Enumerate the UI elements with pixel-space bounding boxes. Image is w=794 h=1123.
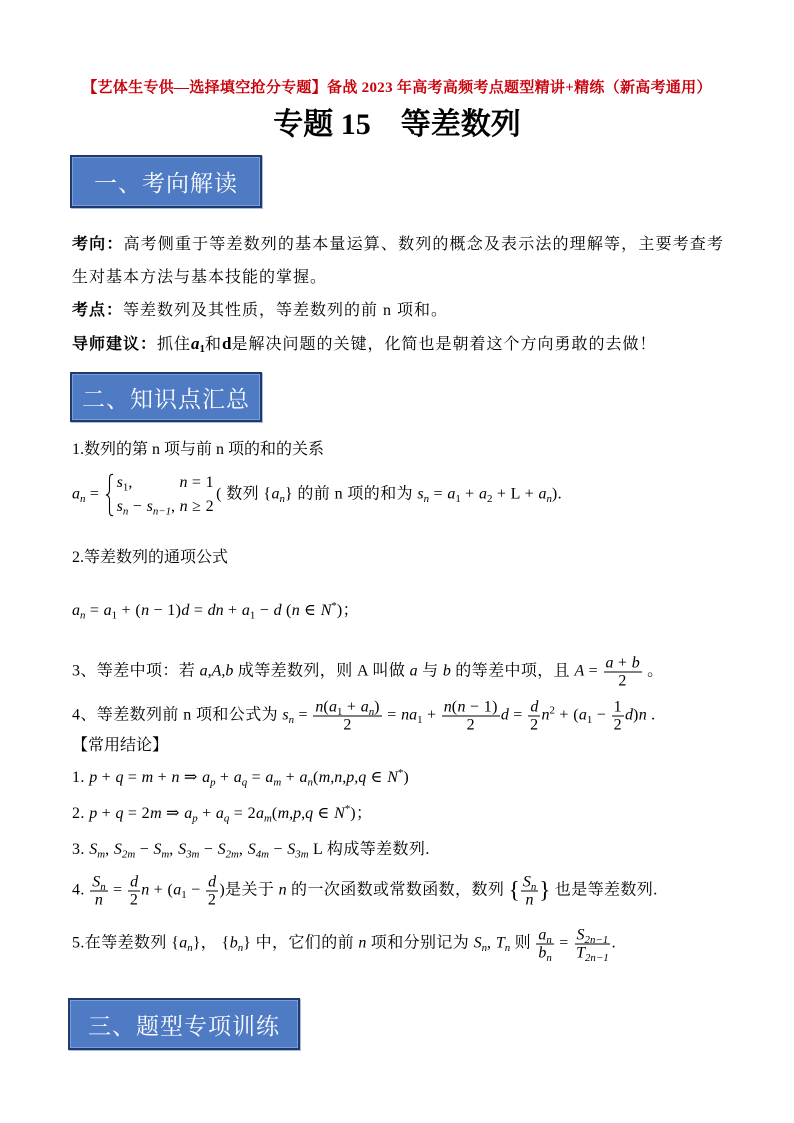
math-text: , bbox=[128, 474, 133, 491]
math-text: + ( bbox=[554, 706, 579, 724]
fraction bbox=[604, 655, 642, 690]
fraction bbox=[521, 874, 538, 909]
math-variable: A bbox=[574, 662, 585, 680]
math-subscript: n bbox=[122, 505, 129, 518]
math-text: = bbox=[508, 706, 528, 724]
math-superscript: 2 bbox=[549, 704, 555, 717]
math-variable: a bbox=[605, 654, 614, 672]
fraction-numerator bbox=[442, 699, 500, 717]
knowledge-item-1-formula bbox=[72, 471, 562, 519]
math-variable: n bbox=[315, 698, 324, 716]
math-delimiter: } bbox=[539, 877, 551, 904]
math-variable: S bbox=[247, 841, 256, 858]
math-variable: n bbox=[179, 498, 188, 515]
math-text: 。 bbox=[642, 662, 664, 680]
math-text: ). bbox=[551, 485, 563, 503]
math-text: . bbox=[646, 706, 656, 724]
math-variable: a bbox=[202, 769, 211, 786]
math-text: 也是等差数列. bbox=[550, 881, 658, 899]
math-text: = bbox=[554, 934, 574, 952]
fraction bbox=[612, 699, 624, 734]
math-text: = bbox=[85, 602, 104, 619]
math-variable: na bbox=[401, 706, 418, 724]
math-text: . bbox=[611, 934, 617, 952]
math-variable: m,n,p,q bbox=[318, 769, 367, 786]
math-text: )； bbox=[336, 602, 359, 619]
fraction-denominator bbox=[206, 892, 218, 909]
fraction-numerator bbox=[521, 874, 538, 892]
math-text: }， { bbox=[192, 934, 230, 952]
math-variable: q bbox=[115, 769, 124, 786]
math-text: 2 bbox=[613, 716, 622, 734]
math-variable: b bbox=[631, 654, 640, 672]
math-variable: m bbox=[150, 805, 162, 822]
math-variable: N bbox=[387, 769, 398, 786]
math-text: , bbox=[171, 498, 176, 515]
math-text: 3、等差中项：若 bbox=[72, 662, 200, 680]
math-text: − 1) bbox=[149, 602, 182, 619]
math-variable: a bbox=[360, 698, 369, 716]
math-variable: a bbox=[265, 769, 274, 786]
fraction-denominator bbox=[341, 717, 353, 734]
cases-grid bbox=[117, 471, 214, 519]
math-text: ( bbox=[281, 602, 292, 619]
math-variable: m,p,q bbox=[277, 805, 314, 822]
section-heading-knowledge-summary bbox=[70, 372, 262, 422]
math-superscript: * bbox=[331, 600, 337, 613]
fraction-denominator bbox=[128, 892, 140, 909]
math-text: = bbox=[247, 769, 266, 786]
math-text: + bbox=[281, 769, 300, 786]
knowledge-item-1-title: 1.数列的第 n 项与前 n 项的和的关系 bbox=[72, 441, 325, 458]
math-text: )； bbox=[350, 805, 373, 822]
math-text: L 构成等差数列. bbox=[308, 841, 430, 858]
fraction-numerator bbox=[604, 655, 642, 673]
math-variable: a bbox=[173, 881, 182, 899]
math-variable: n bbox=[457, 698, 466, 716]
math-text: ) bbox=[403, 769, 410, 786]
math-text: ( bbox=[271, 805, 278, 822]
math-text: 与 bbox=[417, 662, 443, 680]
math-variable: s bbox=[116, 474, 123, 491]
math-variable: m bbox=[141, 769, 154, 786]
math-text: + bbox=[422, 706, 441, 724]
math-subscript: 2n−1 bbox=[584, 951, 609, 964]
math-subscript: q bbox=[223, 812, 230, 825]
math-variable: d bbox=[181, 602, 190, 619]
math-text: + ( bbox=[149, 881, 174, 899]
left-brace-icon bbox=[105, 471, 114, 519]
math-variable: a bbox=[215, 805, 224, 822]
math-subscript: 2 bbox=[486, 492, 493, 505]
math-text: 2 bbox=[530, 716, 539, 734]
math-text: + bbox=[223, 602, 242, 619]
math-text: = bbox=[584, 662, 603, 680]
math-variable: a bbox=[538, 485, 547, 503]
math-variable: a bbox=[578, 706, 587, 724]
conclusion-3 bbox=[72, 838, 430, 862]
math-subscript: n bbox=[100, 880, 106, 893]
math-variable: b bbox=[442, 662, 451, 680]
math-variable: S bbox=[576, 926, 585, 944]
math-variable: a bbox=[538, 926, 547, 944]
advice-variable-a1 bbox=[191, 336, 205, 353]
math-variable: S bbox=[89, 841, 98, 858]
case-condition bbox=[180, 495, 214, 519]
math-superscript: * bbox=[397, 767, 404, 780]
math-variable: s bbox=[282, 706, 289, 724]
math-variable: d bbox=[500, 706, 509, 724]
page-title: 专题 15 等差数列 bbox=[273, 108, 521, 141]
math-text: − bbox=[255, 602, 274, 619]
math-subscript: n bbox=[237, 941, 244, 954]
math-text: ≥ 2 bbox=[187, 498, 215, 515]
section-heading-practice bbox=[68, 998, 300, 1050]
math-text: , bbox=[105, 841, 114, 858]
math-text: = 2 bbox=[229, 805, 256, 822]
advice-paragraph bbox=[72, 327, 724, 361]
math-variable: a bbox=[179, 934, 188, 952]
math-variable: n bbox=[171, 769, 180, 786]
conclusions-title: 【常用结论】 bbox=[72, 737, 169, 754]
math-subscript: n bbox=[307, 776, 313, 789]
exam-point-text: 等差数列及其性质，等差数列的前 n 项和。 bbox=[123, 302, 449, 319]
math-subscript: n bbox=[530, 880, 537, 893]
math-text: + bbox=[197, 805, 216, 822]
math-text: 成等差数列，则 A 叫做 bbox=[233, 662, 410, 680]
math-variable: N bbox=[334, 805, 345, 822]
fraction-numerator bbox=[536, 927, 553, 945]
fraction bbox=[90, 874, 107, 909]
math-variable: n bbox=[525, 891, 534, 909]
math-text: − 1) bbox=[465, 698, 498, 716]
math-text: ∈ bbox=[299, 602, 321, 619]
fraction bbox=[528, 699, 540, 734]
fraction-denominator bbox=[536, 945, 553, 962]
math-variable: S bbox=[287, 841, 296, 858]
conclusion-4 bbox=[72, 874, 658, 909]
math-text: , bbox=[169, 841, 179, 858]
math-text: − bbox=[199, 841, 218, 858]
math-variable: a bbox=[72, 485, 80, 503]
math-variable: N bbox=[320, 602, 332, 619]
math-text: 4. bbox=[72, 881, 90, 899]
fraction-denominator bbox=[574, 945, 611, 962]
math-text: 项和分别记为 bbox=[366, 934, 474, 952]
math-text: , bbox=[238, 841, 248, 858]
math-variable: a bbox=[271, 485, 280, 503]
math-variable: n bbox=[278, 881, 287, 899]
math-text: ∈ bbox=[366, 769, 388, 786]
fraction-denominator bbox=[524, 892, 536, 909]
knowledge-item-2-title: 2.等差数列的通项公式 bbox=[72, 549, 229, 566]
piecewise-cases bbox=[105, 471, 214, 519]
math-subscript: 1 bbox=[586, 713, 593, 726]
fraction-numerator bbox=[128, 874, 140, 892]
math-text: 3. bbox=[72, 841, 90, 858]
math-variable: s bbox=[146, 498, 153, 515]
fraction-denominator bbox=[465, 717, 477, 734]
math-text: 则 bbox=[510, 934, 536, 952]
math-subscript: q bbox=[241, 776, 248, 789]
fraction bbox=[442, 699, 500, 734]
fraction-numerator bbox=[90, 874, 107, 892]
math-subscript: 1 bbox=[455, 492, 461, 505]
math-variable: S bbox=[217, 841, 226, 858]
fraction bbox=[206, 874, 218, 909]
math-variable: a bbox=[184, 805, 193, 822]
math-variable: T bbox=[576, 944, 585, 962]
math-text: 2 bbox=[129, 891, 139, 909]
math-subscript: n bbox=[546, 951, 552, 964]
math-subscript: n bbox=[279, 492, 285, 505]
math-text: 4、等差数列前 n 项和公式为 bbox=[72, 706, 283, 724]
focus-paragraph bbox=[72, 228, 724, 294]
section-heading-exam-focus bbox=[70, 155, 262, 208]
math-subscript: n bbox=[423, 492, 430, 505]
math-text: = bbox=[108, 881, 127, 899]
math-text: 2 bbox=[207, 891, 217, 909]
math-text: = bbox=[85, 485, 104, 503]
conclusion-5 bbox=[72, 927, 616, 962]
math-text: + bbox=[460, 485, 479, 503]
math-variable: d bbox=[208, 873, 217, 891]
math-variable: T bbox=[495, 934, 505, 952]
math-subscript: 1 bbox=[249, 609, 256, 622]
math-variable: a bbox=[329, 698, 338, 716]
fraction-denominator bbox=[93, 892, 105, 909]
advice-text-and: 和 bbox=[205, 336, 223, 353]
math-variable: d bbox=[530, 698, 539, 716]
math-text: } 的前 n 项的和为 bbox=[284, 485, 418, 503]
math-variable: a bbox=[233, 769, 242, 786]
math-text: 的等差中项，且 bbox=[450, 662, 575, 680]
conclusion-1 bbox=[72, 766, 409, 790]
fraction-numerator bbox=[612, 699, 624, 717]
math-variable: b bbox=[229, 934, 238, 952]
case-expression bbox=[117, 495, 176, 519]
math-text: = bbox=[189, 602, 208, 619]
math-text: − bbox=[186, 881, 205, 899]
math-subscript: n bbox=[187, 941, 193, 954]
case-condition bbox=[179, 471, 214, 495]
advice-variable-a-subscript: 1 bbox=[199, 343, 206, 355]
math-subscript: n bbox=[80, 492, 86, 505]
math-variable: a bbox=[255, 805, 264, 822]
fraction bbox=[313, 699, 382, 734]
math-subscript: 1 bbox=[111, 609, 118, 622]
math-variable: a,A,b bbox=[199, 662, 234, 680]
math-subscript: p bbox=[192, 812, 198, 825]
math-variable: a bbox=[447, 485, 456, 503]
math-subscript: 2m bbox=[225, 848, 239, 861]
fraction-denominator bbox=[528, 717, 540, 734]
math-text: − bbox=[592, 706, 611, 724]
math-subscript: p bbox=[210, 776, 216, 789]
math-text: 2 bbox=[618, 672, 627, 690]
math-variable: S bbox=[473, 934, 482, 952]
math-subscript: 2m bbox=[121, 848, 136, 861]
fraction bbox=[574, 927, 611, 962]
math-variable: q bbox=[115, 805, 124, 822]
math-text: + bbox=[97, 805, 116, 822]
math-text: = bbox=[123, 769, 142, 786]
math-text: 2 bbox=[343, 716, 352, 734]
math-subscript: m bbox=[263, 812, 272, 825]
math-subscript: n bbox=[546, 492, 552, 505]
math-variable: a bbox=[103, 602, 112, 619]
math-subscript: 3m bbox=[295, 848, 309, 861]
math-text: = 1 bbox=[187, 474, 215, 491]
math-delimiter: { bbox=[508, 877, 520, 904]
math-text: )是关于 bbox=[219, 881, 279, 899]
math-text: ⇒ bbox=[179, 769, 203, 786]
math-variable: n bbox=[141, 881, 150, 899]
math-subscript: n bbox=[80, 609, 86, 622]
math-subscript: 1 bbox=[122, 481, 129, 494]
fraction bbox=[536, 927, 553, 962]
math-text: + bbox=[215, 769, 234, 786]
math-variable: n bbox=[179, 474, 188, 491]
math-subscript: m bbox=[97, 848, 106, 861]
math-subscript: n bbox=[481, 941, 488, 954]
exam-point-paragraph bbox=[72, 294, 724, 327]
focus-label: 考向： bbox=[72, 236, 124, 253]
fraction-denominator bbox=[612, 717, 624, 734]
fraction-numerator bbox=[575, 927, 611, 945]
fraction bbox=[128, 874, 140, 909]
math-subscript: n−1 bbox=[152, 505, 172, 518]
math-subscript: 1 bbox=[417, 713, 423, 726]
math-text: − bbox=[269, 841, 288, 858]
math-text: = bbox=[429, 485, 448, 503]
math-text: − bbox=[128, 498, 147, 515]
math-text: ( 数列 { bbox=[216, 485, 272, 503]
math-variable: d bbox=[130, 873, 139, 891]
series-banner: 【艺体生专供—选择填空抢分专题】备战 2023 年高考高频考点题型精讲+精练（新高考通用） bbox=[82, 80, 712, 96]
math-variable: n bbox=[94, 891, 103, 909]
math-variable: n bbox=[443, 698, 452, 716]
math-text: 2 bbox=[466, 716, 476, 734]
advice-variable-d: d bbox=[222, 334, 232, 353]
math-text: + L + bbox=[492, 485, 539, 503]
math-text: = bbox=[382, 706, 402, 724]
math-text: = 2 bbox=[123, 805, 151, 822]
math-subscript: m bbox=[161, 848, 170, 861]
math-subscript: 4m bbox=[255, 848, 270, 861]
math-variable: dn bbox=[207, 602, 224, 619]
advice-variable-a: a bbox=[191, 334, 200, 353]
math-variable: S bbox=[178, 841, 187, 858]
case-expression bbox=[117, 471, 176, 495]
fraction-numerator bbox=[206, 874, 218, 892]
math-variable: S bbox=[113, 841, 122, 858]
math-subscript: n bbox=[504, 941, 511, 954]
math-variable: s bbox=[116, 498, 123, 515]
math-variable: a bbox=[409, 662, 418, 680]
math-text: = bbox=[294, 706, 313, 724]
math-variable: p bbox=[89, 805, 98, 822]
math-text: + bbox=[342, 698, 361, 716]
fraction-denominator bbox=[616, 673, 628, 690]
math-text: + ( bbox=[117, 602, 142, 619]
math-variable: a bbox=[72, 602, 80, 619]
math-text: ) bbox=[374, 698, 380, 716]
knowledge-item-2-formula bbox=[72, 599, 359, 623]
math-subscript: m bbox=[273, 776, 282, 789]
section-heading-label: 三、题型专项训练 bbox=[88, 1013, 280, 1039]
math-variable: d bbox=[273, 602, 282, 619]
math-subscript: n bbox=[546, 933, 552, 946]
math-variable: d bbox=[625, 706, 633, 724]
section-heading-label: 二、知识点汇总 bbox=[82, 386, 250, 412]
knowledge-item-4-sum-formula bbox=[72, 699, 656, 734]
math-variable: S bbox=[92, 873, 101, 891]
conclusion-2 bbox=[72, 802, 372, 826]
knowledge-item-3-arithmetic-mean bbox=[72, 655, 664, 690]
math-variable: a bbox=[241, 602, 250, 619]
advice-text-start: 抓住 bbox=[157, 336, 192, 353]
math-text: } 中，它们的前 bbox=[243, 934, 359, 952]
advice-text-end: 是解决问题的关键，化简也是朝着这个方向勇敢的去做！ bbox=[231, 336, 657, 353]
math-subscript: n bbox=[288, 713, 295, 726]
math-text: , bbox=[487, 934, 496, 952]
math-subscript: 1 bbox=[181, 888, 187, 901]
math-text: 的一次函数或常数函数，数列 bbox=[286, 881, 509, 899]
math-variable: n bbox=[638, 706, 647, 724]
math-text: − bbox=[135, 841, 154, 858]
fraction-numerator bbox=[528, 699, 540, 717]
math-variable: S bbox=[153, 841, 162, 858]
math-text: ⇒ bbox=[161, 805, 185, 822]
advice-label: 导师建议： bbox=[72, 336, 158, 353]
intro-block bbox=[72, 228, 724, 361]
math-text: 1 bbox=[613, 698, 622, 716]
math-superscript: * bbox=[344, 803, 351, 816]
math-variable: s bbox=[417, 485, 424, 503]
math-subscript: 2n−1 bbox=[584, 933, 609, 946]
math-variable: n bbox=[541, 706, 550, 724]
math-text: + bbox=[153, 769, 172, 786]
math-subscript: 3m bbox=[186, 848, 200, 861]
math-subscript: n bbox=[368, 705, 375, 718]
math-text: ( bbox=[451, 698, 458, 716]
math-text: ) bbox=[633, 706, 639, 724]
math-subscript: 1 bbox=[337, 705, 343, 718]
math-variable: a bbox=[299, 769, 308, 786]
math-text: + bbox=[613, 654, 632, 672]
math-text: ( bbox=[312, 769, 319, 786]
section-heading-label: 一、考向解读 bbox=[94, 171, 238, 196]
math-text: 5.在等差数列 { bbox=[72, 934, 180, 952]
math-variable: S bbox=[522, 873, 531, 891]
math-text: 2. bbox=[72, 805, 90, 822]
math-variable: n bbox=[291, 602, 300, 619]
exam-point-label: 考点： bbox=[72, 302, 124, 319]
focus-text: 高考侧重于等差数列的基本量运算、数列的概念及表示法的理解等，主要考查考生对基本方法与基本技能的掌握。 bbox=[72, 236, 724, 286]
math-text: 1. bbox=[72, 769, 90, 786]
math-text: ∈ bbox=[313, 805, 335, 822]
math-variable: a bbox=[478, 485, 487, 503]
math-text: ( bbox=[323, 698, 330, 716]
math-variable: n bbox=[141, 602, 150, 619]
math-variable: b bbox=[538, 944, 547, 962]
math-text: + bbox=[97, 769, 116, 786]
fraction-numerator bbox=[313, 699, 382, 717]
math-variable: n bbox=[358, 934, 367, 952]
math-variable: p bbox=[89, 769, 98, 786]
